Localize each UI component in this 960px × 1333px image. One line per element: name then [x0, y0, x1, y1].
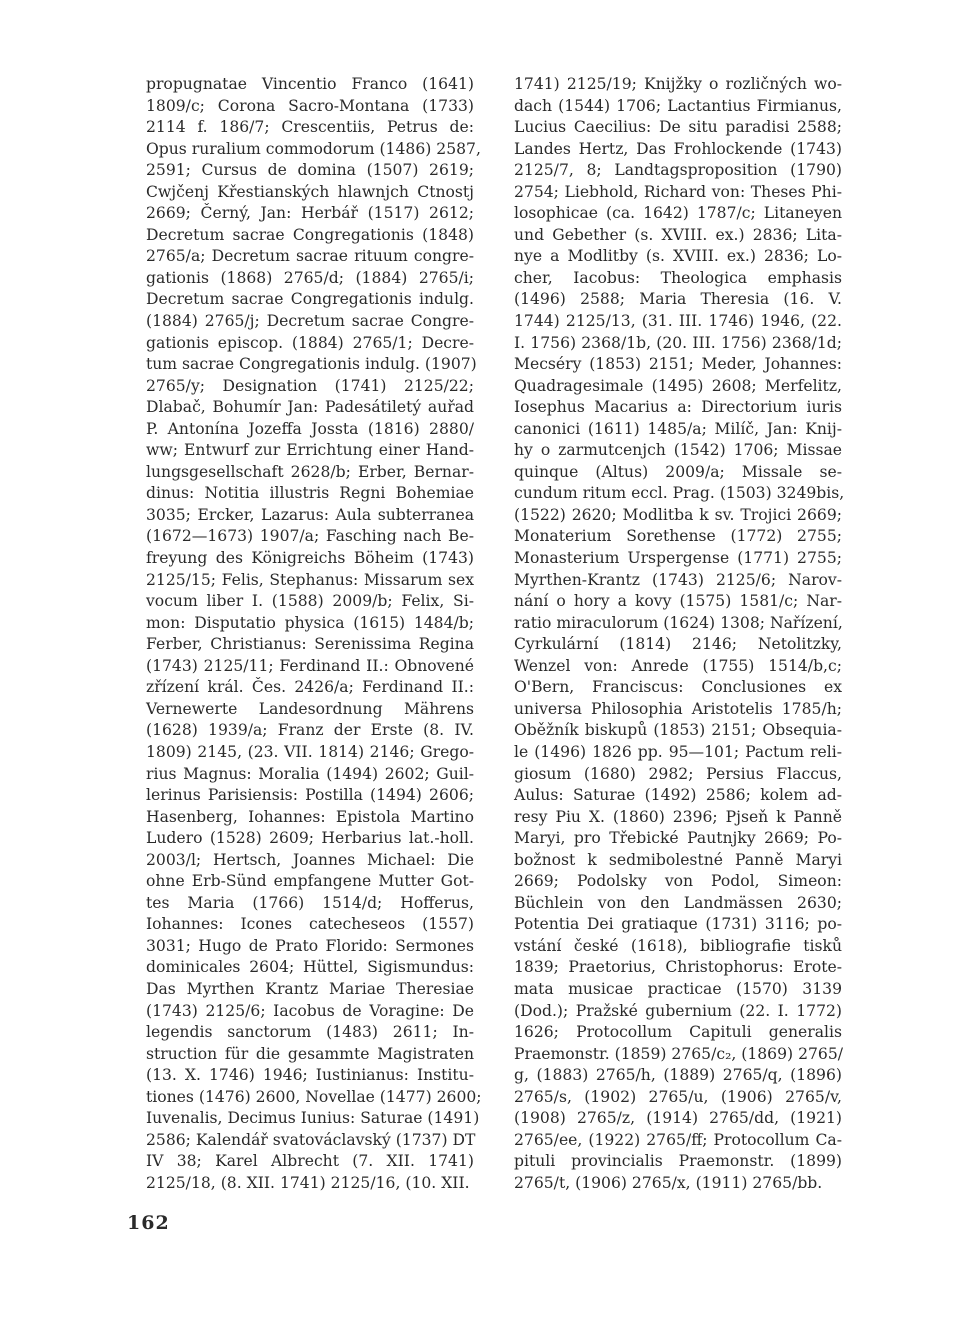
text-line: rius Magnus: Moralia (1494) 2602; Guil- [146, 764, 474, 783]
text-line: 3035; Ercker, Lazarus: Aula subterranea [146, 505, 474, 524]
text-line: Cwjčenj Křestianských hlawnjch Ctnostj [146, 182, 474, 201]
text-line: Monaterium Sorethense (1772) 2755; [514, 527, 842, 546]
text-line: ww; Entwurf zur Errichtung einer Hand- [146, 441, 474, 460]
text-line: (1743) 2125/6; Iacobus de Voragine: De [146, 1001, 474, 1020]
text-line: 1839; Praetorius, Christophorus: Erote- [514, 958, 842, 977]
text-line: (1743) 2125/11; Ferdinand II.: Obnovené [146, 656, 474, 675]
text-line: Das Myrthen Krantz Mariae Theresiae [146, 979, 474, 998]
text-line: ratio miraculorum (1624) 1308; Nařízení, [514, 613, 843, 632]
text-line: Mecséry (1853) 2151; Meder, Johannes: [514, 355, 842, 374]
text-line: 2765/y; Designation (1741) 2125/22; [146, 376, 474, 395]
page-number: 162 [127, 1212, 170, 1234]
text-line: gationis (1868) 2765/d; (1884) 2765/i; [146, 268, 474, 287]
text-line: Cyrkulární (1814) 2146; Netolitzky, [514, 635, 842, 654]
text-line: resy Piu X. (1860) 2396; Pjseň k Panně [514, 807, 842, 826]
text-line: 2591; Cursus de domina (1507) 2619; [146, 161, 474, 180]
text-line: struction für die gesammte Magistraten [146, 1044, 474, 1063]
text-line: (1522) 2620; Modlitba k sv. Trojici 2669; [514, 505, 842, 524]
text-line: Iosephus Macarius a: Directorium iuris [514, 398, 842, 417]
text-line: 2765/s, (1902) 2765/u, (1906) 2765/v, [514, 1087, 842, 1106]
text-line: Praemonstr. (1859) 2765/c₂, (1869) 2765/ [514, 1044, 844, 1063]
text-line: (1884) 2765/j; Decretum sacrae Congre- [146, 312, 474, 331]
text-line: freyung des Königreichs Böheim (1743) [146, 549, 474, 568]
text-line: (13. X. 1746) 1946; Iustinianus: Institu- [146, 1066, 474, 1085]
text-line: 2669; Podolsky von Podol, Simeon: [514, 872, 842, 891]
text-line: tum sacrae Congregationis indulg. (1907) [146, 355, 477, 374]
text-line: giosum (1680) 2982; Persius Flaccus, [514, 764, 842, 783]
text-line: losophicae (ca. 1642) 1787/c; Litaneyen [514, 204, 842, 223]
text-line: Maryi, pro Třebické Pautnjky 2669; Po- [514, 829, 842, 848]
text-line: 1626; Protocollum Capituli generalis [514, 1023, 842, 1042]
text-line: nání o hory a kovy (1575) 1581/c; Nar- [514, 592, 842, 611]
text-line: vocum liber I. (1588) 2009/b; Felix, Si- [146, 592, 474, 611]
text-line: lungsgesellschaft 2628/b; Erber, Bernar- [146, 462, 474, 481]
text-line: Dlabač, Bohumír Jan: Padesátiletý auřad [146, 398, 474, 417]
text-line: Aulus: Saturae (1492) 2586; kolem ad- [514, 786, 842, 805]
text-line: und Gebether (s. XVIII. ex.) 2836; Lita- [514, 225, 842, 244]
text-line: 1809) 2145, (23. VII. 1814) 2146; Grego- [146, 742, 474, 761]
text-line: Decretum sacrae Congregationis indulg. [146, 290, 474, 309]
text-line: Potentia Dei gratiaque (1731) 3116; po- [514, 915, 842, 934]
text-line: Ludero (1528) 2609; Herbarius lat.-holl. [146, 829, 474, 848]
text-line: IV 38; Karel Albrecht (7. XII. 1741) [146, 1152, 474, 1171]
text-line: 2125/18, (8. XII. 1741) 2125/16, (10. XII. [146, 1173, 470, 1192]
text-line: 1741) 2125/19; Knijžky o rozličných wo- [514, 75, 842, 93]
text-line: P. Antonína Jozeffa Jossta (1816) 2880/ [146, 419, 474, 438]
text-line: Quadragesimale (1495) 2608; Merfelitz, [514, 376, 842, 395]
text-line: propugnatae Vincentio Franco (1641) [146, 75, 474, 93]
text-line: nye a Modlitby (s. XVIII. ex.) 2836; Lo- [514, 247, 842, 266]
text-line: Monasterium Urspergense (1771) 2755; [514, 549, 842, 568]
text-line: (1628) 1939/a; Franz der Erste (8. IV. [146, 721, 474, 740]
text-line: dach (1544) 1706; Lactantius Firmianus, [514, 96, 842, 115]
text-line: Wenzel von: Anrede (1755) 1514/b,c; [514, 656, 842, 675]
text-line: Landes Hertz, Das Frohlockende (1743) [514, 139, 842, 158]
text-line: Lucius Caecilius: De situ paradisi 2588; [514, 118, 842, 137]
text-line: mon: Disputatio physica (1615) 1484/b; [146, 613, 474, 632]
text-line: (1908) 2765/z, (1914) 2765/dd, (1921) [514, 1109, 842, 1128]
text-line: Ferber, Christianus: Serenissima Regina [146, 635, 474, 654]
text-line: I. 1756) 2368/1b, (20. III. 1756) 2368/1d; [514, 333, 842, 352]
text-line: canonici (1611) 1485/a; Milíč, Jan: Knij- [514, 419, 842, 438]
text-line: Iohannes: Icones catecheseos (1557) [146, 915, 474, 934]
text-line: ohne Erb-Sünd empfangene Mutter Got- [146, 872, 474, 891]
text-line: Vernewerte Landesordnung Mährens [146, 699, 474, 718]
text-line: gationis episcop. (1884) 2765/1; Decre- [146, 333, 474, 352]
text-line: 2114 f. 186/7; Crescentiis, Petrus de: [146, 118, 474, 137]
text-line: hy o zarmutcenjch (1542) 1706; Missae [514, 441, 842, 460]
text-line: (Dod.); Pražské gubernium (22. I. 1772) [514, 1001, 842, 1020]
text-line: dominicales 2604; Hüttel, Sigismundus: [146, 958, 474, 977]
text-line: Hasenberg, Iohannes: Epistola Martino [146, 807, 474, 826]
text-line: cundum ritum eccl. Prag. (1503) 3249bis, [514, 484, 845, 503]
text-line: 2765/a; Decretum sacrae rituum congre- [146, 247, 474, 266]
text-line: O'Bern, Franciscus: Conclusiones ex [514, 678, 842, 697]
text-line: pituli provincialis Praemonstr. (1899) [514, 1152, 842, 1171]
text-line: 2669; Černý, Jan: Herbář (1517) 2612; [146, 204, 474, 223]
text-line: 2586; Kalendář svatováclavský (1737) DT [146, 1130, 476, 1149]
text-line: Oběžník biskupů (1853) 2151; Obsequia- [514, 721, 842, 740]
text-line: legendis sanctorum (1483) 2611; In- [146, 1023, 474, 1042]
text-line: 1809/c; Corona Sacro-Montana (1733) [146, 96, 474, 115]
text-line: Decretum sacrae Congregationis (1848) [146, 225, 474, 244]
text-line: Myrthen-Krantz (1743) 2125/6; Narov- [514, 570, 842, 589]
text-line: (1672—1673) 1907/a; Fasching nach Be- [146, 527, 474, 546]
text-line: Iuvenalis, Decimus Iunius: Saturae (1491) [146, 1109, 480, 1128]
left-column [146, 74, 482, 1194]
text-line: lerinus Parisiensis: Postilla (1494) 2606; [146, 786, 474, 805]
text-line: 2754; Liebhold, Richard von: Theses Phi- [514, 182, 842, 201]
text-line: 1744) 2125/13, (31. III. 1746) 1946, (22. [514, 312, 842, 331]
text-line: 2125/7, 8; Landtagsproposition (1790) [514, 161, 842, 180]
text-line: tes Maria (1766) 1514/d; Hofferus, [146, 893, 474, 912]
text-line: 2003/l; Hertsch, Joannes Michael: Die [146, 850, 474, 869]
text-line: quinque (Altus) 2009/a; Missale se- [514, 462, 842, 481]
text-line: tiones (1476) 2600, Novellae (1477) 2600; [146, 1087, 482, 1106]
text-line: mata musicae practicae (1570) 3139 [514, 979, 842, 998]
text-line: zřízení král. Čes. 2426/a; Ferdinand II.: [146, 678, 474, 697]
text-line: 2125/15; Felis, Stephanus: Missarum sex [146, 570, 474, 589]
text-line: Opus ruralium commodorum (1486) 2587, [146, 139, 481, 158]
text-line: cher, Iacobus: Theologica emphasis [514, 268, 842, 287]
text-line: vstání české (1618), bibliografie tisků [514, 936, 842, 955]
text-line: universa Philosophia Aristotelis 1785/h; [514, 699, 842, 718]
text-line: g, (1883) 2765/h, (1889) 2765/q, (1896) [514, 1066, 842, 1085]
right-column [514, 74, 845, 1194]
text-line: dinus: Notitia illustris Regni Bohemiae [146, 484, 474, 503]
text-line: (1496) 2588; Maria Theresia (16. V. [514, 290, 842, 309]
text-line: le (1496) 1826 pp. 95—101; Pactum reli- [514, 742, 842, 761]
text-line: 2765/ee, (1922) 2765/ff; Protocollum Ca- [514, 1130, 842, 1149]
text-line: 3031; Hugo de Prato Florido: Sermones [146, 936, 474, 955]
text-line: 2765/t, (1906) 2765/x, (1911) 2765/bb. [514, 1173, 823, 1192]
text-line: Büchlein von den Landmässen 2630; [514, 893, 842, 912]
text-line: božnost k sedmibolestné Panně Maryi [514, 850, 842, 869]
